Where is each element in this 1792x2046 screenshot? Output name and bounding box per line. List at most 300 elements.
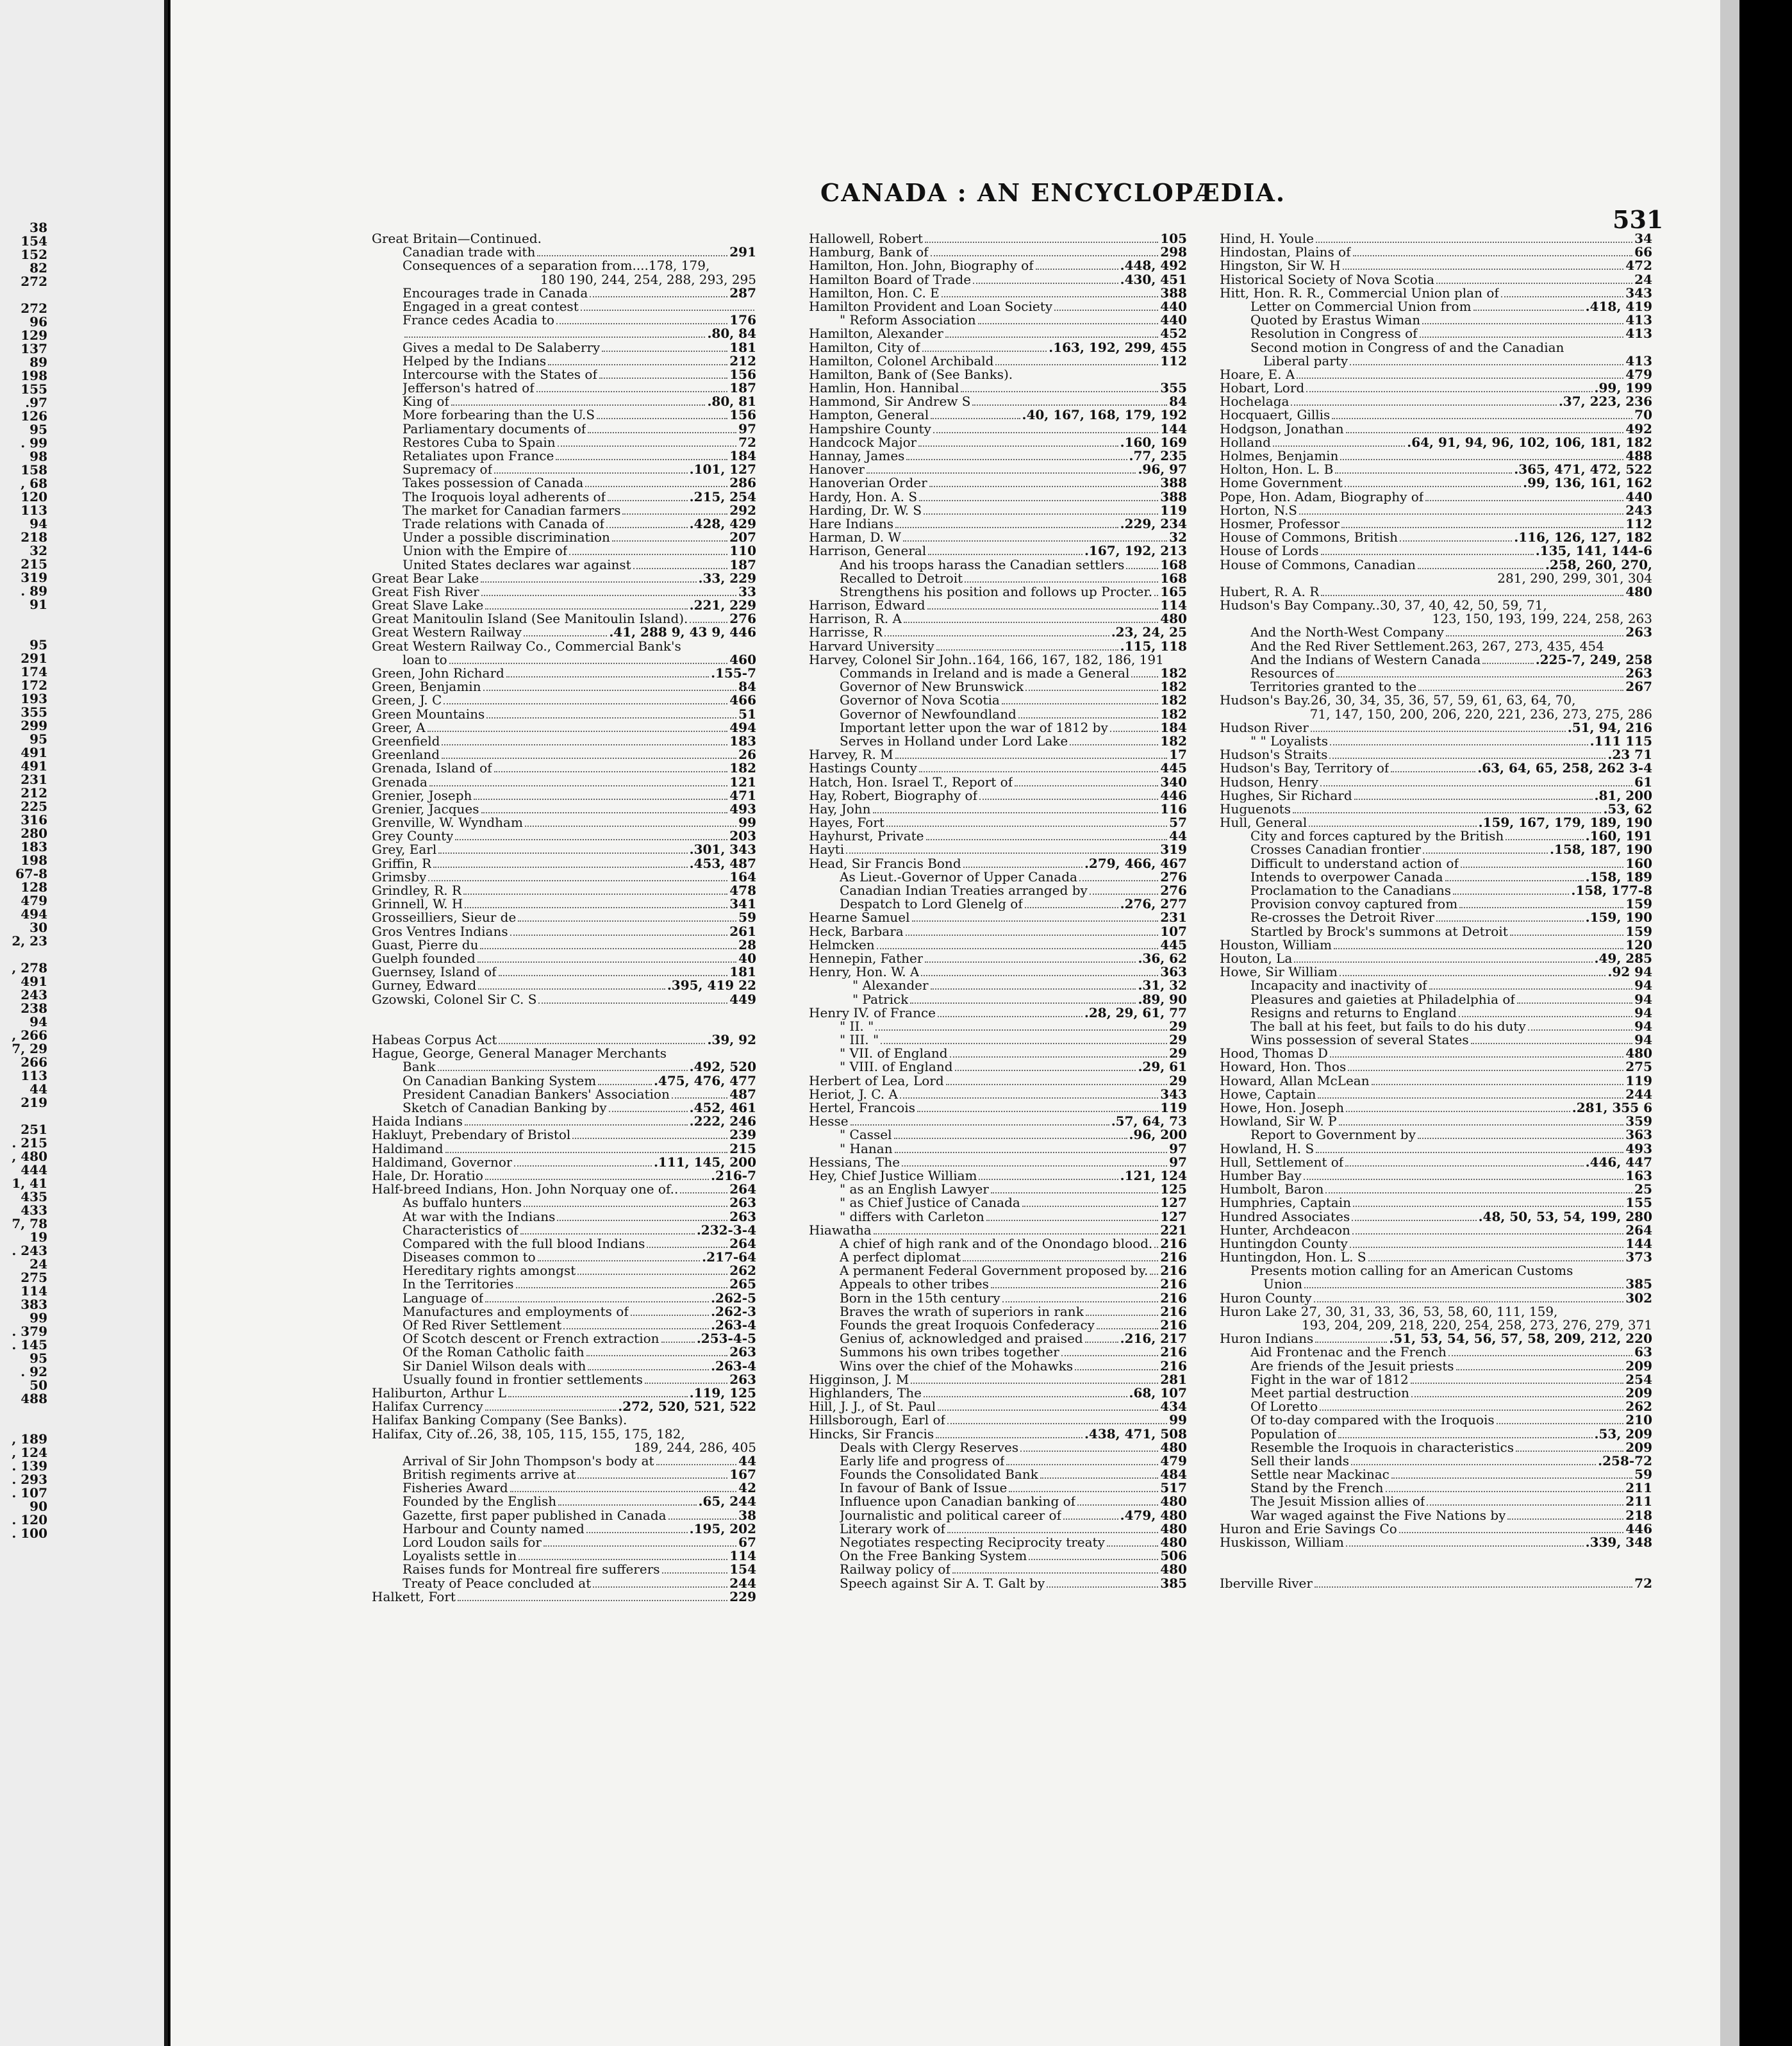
leader-dots (556, 450, 727, 460)
index-entry (372, 1183, 756, 1196)
index-entry (1220, 925, 1652, 938)
entry-text: Greenfield (372, 734, 440, 749)
margin-number: 212 (21, 785, 47, 801)
entry-text: And his troops harass the Canadian settlers (840, 558, 1125, 572)
index-entry (1220, 653, 1652, 667)
margin-number: 198 (21, 852, 47, 868)
entry-text: Houton, La (1220, 951, 1293, 966)
page-refs: .53, 62 (1603, 802, 1652, 817)
leader-dots (925, 952, 1136, 963)
page-refs: 480 (1160, 1495, 1187, 1509)
leader-dots (514, 1156, 651, 1167)
page-refs: 480 (1160, 1522, 1187, 1536)
index-entry (809, 1101, 1187, 1115)
entry-text: A perfect diplomat (840, 1251, 961, 1265)
entry-text: Are friends of the Jesuit priests (1250, 1359, 1454, 1373)
entry-text: Gurney, Edward (372, 979, 477, 993)
leader-dots (518, 911, 736, 922)
index-entry (1220, 708, 1652, 721)
page-refs: 72 (1634, 1576, 1652, 1590)
entry-text: Halifax, City of..26, 38, 105, 115, 155, 175, 182, (372, 1427, 685, 1441)
previous-page-edge (0, 0, 168, 2046)
leader-dots (922, 342, 1047, 352)
leader-dots (1294, 952, 1592, 963)
margin-number: 251 (21, 1122, 47, 1137)
entry-text: Fight in the war of 1812 (1250, 1372, 1409, 1386)
leader-dots (572, 1129, 727, 1139)
page-refs: .68, 107 (1129, 1386, 1187, 1401)
margin-number: 243 (21, 987, 47, 1002)
page-refs: 494 (729, 720, 756, 735)
entry-text: 71, 147, 150, 200, 206, 220, 221, 236, 273, 275, 286 (1309, 707, 1652, 721)
margin-number: 266 (21, 1054, 47, 1070)
entry-text: House of Commons, Canadian (1220, 558, 1416, 572)
page-refs: .80, 81 (707, 395, 756, 409)
entry-text: Second motion in Congress of and the Canadian (1250, 340, 1564, 354)
entry-text: Hood, Thomas D (1220, 1047, 1328, 1061)
index-entry (372, 449, 756, 463)
entry-text: War waged against the Five Nations by (1250, 1508, 1506, 1522)
entry-text: Halifax Currency (372, 1400, 483, 1414)
margin-number: 316 (21, 812, 47, 828)
entry-text: Supremacy of (402, 463, 492, 477)
leader-dots (979, 1170, 1118, 1180)
leader-dots (442, 735, 727, 745)
index-entry (809, 979, 1187, 992)
leader-dots (884, 626, 1109, 636)
leader-dots (1422, 314, 1623, 324)
entry-text: Re-crosses the Detroit River (1250, 911, 1435, 925)
page-refs: 159 (1625, 897, 1652, 911)
entry-text: Hoare, E. A (1220, 367, 1295, 382)
entry-text: Harman, D. W (809, 531, 902, 545)
page-refs: 99 (1169, 1413, 1187, 1427)
leader-dots (912, 911, 1159, 922)
page-refs: .229, 234 (1120, 517, 1187, 531)
page-refs: 203 (729, 829, 756, 844)
leader-dots (588, 423, 736, 433)
leader-dots (680, 1183, 727, 1194)
leader-dots (606, 518, 688, 528)
page-refs: 209 (1625, 1386, 1652, 1401)
leader-dots (910, 994, 1136, 1004)
index-entry (1220, 1264, 1652, 1277)
entry-text: Hull, General (1220, 816, 1307, 830)
leader-dots (524, 626, 607, 636)
leader-dots (427, 722, 728, 732)
index-entry (372, 1373, 756, 1386)
index-entry (809, 1006, 1187, 1020)
leader-dots (499, 1034, 705, 1044)
index-entry (372, 245, 756, 259)
entry-text: Deals with Clergy Reserves (840, 1440, 1019, 1454)
page-refs: .116, 126, 127, 182 (1514, 531, 1652, 545)
margin-number: 91 (29, 597, 47, 612)
previous-page-numbers (0, 221, 47, 1540)
entry-text: At war with the Indians (402, 1210, 556, 1224)
index-entry (372, 938, 756, 952)
entry-text: Hughes, Sir Richard (1220, 788, 1352, 803)
index-entry (1220, 1454, 1652, 1468)
leader-dots (1025, 898, 1118, 908)
leader-dots (609, 1102, 688, 1112)
index-entry (809, 287, 1187, 300)
page-refs: .446, 447 (1585, 1155, 1652, 1169)
index-entry (1220, 327, 1652, 340)
page-refs: 156 (729, 408, 756, 422)
index-entry (372, 381, 756, 395)
index-entry (809, 993, 1187, 1006)
entry-text: Engaged in a great contest (402, 299, 579, 314)
index-entry (1220, 829, 1652, 843)
index-entry (809, 1047, 1187, 1060)
index-entry (372, 1115, 756, 1128)
page-refs: 182 (1160, 707, 1187, 721)
leader-dots (1341, 518, 1623, 528)
leader-dots (1350, 355, 1623, 365)
leader-dots (428, 871, 727, 881)
leader-dots (1339, 1115, 1624, 1126)
page-refs: .428, 429 (689, 517, 756, 531)
leader-dots (465, 898, 727, 908)
leader-dots (895, 1143, 1168, 1153)
index-entry (809, 952, 1187, 965)
entry-text: Howard, Allan McLean (1220, 1074, 1370, 1088)
page-refs: .77, 235 (1129, 449, 1187, 463)
index-entry (372, 1305, 756, 1318)
entry-text: Grenada, Island of (372, 761, 492, 776)
index-entry (1220, 816, 1652, 829)
page-refs: 340 (1160, 775, 1187, 789)
entry-text: Holmes, Benjamin (1220, 449, 1339, 463)
entry-text: House of Lords (1220, 544, 1319, 558)
index-entry (372, 1549, 756, 1563)
leader-dots (917, 1102, 1158, 1112)
entry-text: Howland, H. S (1220, 1142, 1315, 1156)
leader-dots (1436, 274, 1632, 284)
entry-text: Huskisson, William (1220, 1536, 1344, 1550)
index-entry (809, 761, 1187, 775)
index-entry (809, 232, 1187, 245)
index-entry (372, 870, 756, 884)
entry-text: And the Red River Settlement.263, 267, 273, 435, 454 (1250, 639, 1604, 653)
index-entry (809, 1386, 1187, 1400)
leader-dots (483, 681, 737, 691)
index-entry (372, 490, 756, 504)
index-entry (372, 1495, 756, 1508)
margin-number: 172 (21, 678, 47, 693)
index-entry (372, 1292, 756, 1305)
leader-dots (973, 274, 1118, 284)
leader-dots (895, 749, 1167, 759)
entry-text: Hull, Settlement of (1220, 1155, 1344, 1169)
index-entry (1220, 626, 1652, 639)
leader-dots (445, 1143, 728, 1153)
leader-dots (481, 803, 728, 813)
page-refs: 231 (1160, 911, 1187, 925)
entry-text: Genius of, acknowledged and praised (840, 1332, 1083, 1346)
margin-number: 95 (29, 637, 47, 653)
page-refs: 244 (1625, 1087, 1652, 1101)
index-entry (1220, 544, 1652, 558)
entry-text: France cedes Acadia to (402, 313, 555, 328)
leader-dots (1510, 926, 1624, 936)
leader-dots (1036, 260, 1118, 270)
entry-text: Founds the great Iroquois Confederacy (840, 1318, 1095, 1333)
leader-dots (449, 654, 728, 664)
entry-text: Home Government (1220, 476, 1343, 490)
index-entry (372, 599, 756, 612)
leader-dots (519, 1550, 727, 1560)
page-refs: .263-4 (711, 1359, 756, 1373)
index-entry (809, 1577, 1187, 1590)
leader-dots (548, 355, 727, 365)
entry-text: Grey, Earl (372, 843, 437, 857)
entry-text: Hamilton, Alexander (809, 327, 943, 341)
leader-dots (558, 1495, 696, 1506)
entry-text: Hayes, Fort (809, 816, 884, 830)
leader-dots (979, 790, 1158, 800)
page-refs: .96, 97 (1138, 463, 1187, 477)
margin-number: 19 (29, 1229, 47, 1245)
entry-text: And the North-West Company (1250, 626, 1444, 640)
entry-text: Howard, Hon. Thos (1220, 1060, 1347, 1074)
index-entry (372, 585, 756, 599)
page-refs: 154 (729, 1563, 756, 1577)
margin-number: 126 (21, 408, 47, 424)
page-refs: 67 (738, 1536, 756, 1550)
index-entry (809, 897, 1187, 911)
entry-text: Herbert of Lea, Lord (809, 1074, 944, 1088)
entry-text: A chief of high rank and of the Onondago blood. (840, 1236, 1153, 1251)
entry-text: Manufactures and employments of (402, 1304, 629, 1318)
entry-text: Howland, Sir W. P (1220, 1115, 1337, 1129)
margin-number: 174 (21, 664, 47, 679)
index-entry (1220, 1183, 1652, 1196)
leader-dots (499, 966, 728, 976)
entry-text: Consequences of a separation from....178, 179, (402, 259, 710, 273)
leader-dots (1154, 1238, 1158, 1248)
page-refs: .36, 62 (1138, 951, 1187, 966)
page-refs: .225-7, 249, 258 (1535, 653, 1652, 667)
leader-dots (1448, 1346, 1632, 1356)
entry-text: Language of (402, 1291, 484, 1305)
page-refs: 176 (729, 313, 756, 328)
entry-text: Appeals to other tribes (840, 1277, 989, 1292)
page-refs: 40 (738, 951, 756, 966)
page-refs: 61 (1634, 775, 1652, 789)
index-entry (1220, 1441, 1652, 1454)
page-number: 531 (1613, 205, 1664, 234)
page-refs: 460 (729, 653, 756, 667)
entry-text: Resigns and returns to England (1250, 1006, 1457, 1020)
leader-dots (1299, 504, 1623, 515)
page-refs: 167 (729, 1468, 756, 1482)
index-entry (372, 761, 756, 775)
entry-text: Gros Ventres Indians (372, 924, 508, 938)
index-entry (372, 911, 756, 924)
leader-dots (1400, 531, 1512, 542)
leader-dots (510, 926, 728, 936)
leader-dots (1411, 1387, 1623, 1397)
index-entry (372, 667, 756, 680)
entry-text: Fisheries Award (402, 1481, 508, 1495)
index-entry (1220, 287, 1652, 300)
index-entry (809, 1169, 1187, 1183)
index-entry (809, 680, 1187, 694)
entry-text: Green, J. C (372, 694, 442, 708)
leader-dots (1517, 994, 1632, 1004)
index-entry (372, 1318, 756, 1332)
page-refs: 182 (729, 761, 756, 776)
entry-text: Henry IV. of France (809, 1006, 936, 1020)
index-entry (372, 1563, 756, 1576)
page-refs: 42 (738, 1481, 756, 1495)
index-entry (372, 558, 756, 572)
entry-text: 123, 150, 193, 199, 224, 258, 263 (1432, 612, 1652, 626)
leader-dots (525, 817, 736, 827)
page-refs: .365, 471, 472, 522 (1514, 463, 1652, 477)
index-entry (372, 273, 756, 287)
entry-text: Hanover (809, 463, 865, 477)
leader-dots (1418, 681, 1623, 691)
margin-number: 44 (29, 1081, 47, 1097)
page-refs: 33 (738, 585, 756, 599)
page-refs: 182 (1160, 694, 1187, 708)
page-refs: 276 (729, 612, 756, 626)
entry-text: Howe, Hon. Joseph (1220, 1101, 1345, 1115)
page-refs: 59 (1634, 1468, 1652, 1482)
page-refs: 164 (729, 870, 756, 884)
index-entry (372, 1088, 756, 1101)
index-entry (372, 1509, 756, 1522)
entry-text: Great Western Railway (372, 626, 522, 640)
entry-text: Hamilton, City of (809, 340, 920, 354)
page-refs: 97 (1169, 1155, 1187, 1169)
index-entry (809, 1332, 1187, 1345)
margin-number: 96 (29, 314, 47, 329)
page-refs: 72 (738, 435, 756, 449)
page-refs: .215, 254 (689, 490, 756, 504)
index-entry (1220, 449, 1652, 463)
index-entry (372, 1481, 756, 1495)
margin-number: 272 (21, 274, 47, 289)
index-entry (372, 653, 756, 667)
index-entry (1220, 585, 1652, 599)
page-refs: 440 (1625, 490, 1652, 504)
margin-number: , 189 (12, 1431, 47, 1447)
entry-text: Hudson, Henry (1220, 775, 1319, 789)
entry-text: Hatch, Hon. Israel T., Report of (809, 775, 1013, 789)
index-entry (1220, 395, 1652, 408)
page-refs: .395, 419 22 (667, 979, 756, 993)
leader-dots (1015, 776, 1158, 786)
leader-dots (647, 1238, 727, 1248)
page-refs: 355 (1160, 381, 1187, 395)
leader-dots (1368, 1251, 1624, 1261)
index-entry (809, 504, 1187, 517)
entry-text: Holton, Hon. L. B (1220, 463, 1334, 477)
leader-dots (1154, 586, 1158, 596)
page-refs: 59 (738, 911, 756, 925)
leader-dots (995, 355, 1158, 365)
leader-dots (494, 463, 688, 474)
entry-text: Huntingdon, Hon. L. S (1220, 1251, 1366, 1265)
entry-text: Hamilton, Hon. C. E (809, 286, 940, 300)
page-refs: 276 (1160, 870, 1187, 884)
entry-text: Resolution in Congress of (1250, 327, 1418, 341)
entry-text: Early life and progress of (840, 1454, 1005, 1468)
leader-dots (465, 1115, 688, 1126)
page-refs: 517 (1160, 1481, 1187, 1495)
entry-text: Hague, George, General Manager Merchants (372, 1047, 667, 1061)
page-refs: 84 (738, 680, 756, 694)
entry-text: Hunter, Archdeacon (1220, 1223, 1350, 1237)
leader-dots (1353, 246, 1633, 256)
entry-text: Guast, Pierre du (372, 938, 479, 952)
page-refs: 263 (1625, 626, 1652, 640)
leader-dots (972, 395, 1167, 406)
index-entry (372, 993, 756, 1006)
index-entry (809, 1441, 1187, 1454)
entry-text: The market for Canadian farmers (402, 503, 621, 517)
leader-dots (608, 491, 688, 501)
page-refs: 292 (729, 503, 756, 517)
index-entry (809, 531, 1187, 544)
entry-text: Parliamentary documents of (402, 422, 586, 436)
entry-text: Houston, William (1220, 938, 1332, 952)
entry-text: Haida Indians (372, 1115, 463, 1129)
margin-number (0, 625, 47, 638)
margin-number: 2, 23 (12, 933, 47, 949)
page-refs: 472 (1625, 259, 1652, 273)
index-entry (372, 354, 756, 368)
index-entry (372, 721, 756, 735)
page-refs: 156 (729, 367, 756, 382)
index-entry (372, 1427, 756, 1441)
index-entry (1220, 463, 1652, 476)
entry-text: " VIII. of England (840, 1060, 953, 1074)
margin-number: , 480 (12, 1149, 47, 1164)
index-entry (809, 259, 1187, 272)
leader-dots (1316, 233, 1632, 243)
index-entry (1220, 259, 1652, 272)
page-refs: .63, 64, 65, 258, 262 3-4 (1477, 761, 1652, 776)
page-refs: 44 (1169, 829, 1187, 844)
leader-dots (1075, 1360, 1158, 1370)
page-refs: 388 (1160, 490, 1187, 504)
index-entry (809, 816, 1187, 829)
entry-text: Iberville River (1220, 1576, 1313, 1590)
index-entry (372, 517, 756, 531)
index-entry (1220, 1251, 1652, 1264)
index-entry (1220, 884, 1652, 897)
leader-dots (1345, 477, 1521, 487)
index-entry (809, 1210, 1187, 1224)
leader-dots (1473, 301, 1584, 311)
page-refs: 385 (1625, 1277, 1652, 1292)
page-refs: 97 (1169, 1142, 1187, 1156)
entry-text: Hastings County (809, 761, 917, 776)
leader-dots (1291, 395, 1556, 406)
margin-number: 272 (21, 301, 47, 316)
index-entry (809, 694, 1187, 707)
leader-dots (1131, 667, 1158, 678)
margin-number: . 293 (12, 1472, 47, 1487)
entry-text: Hodgson, Jonathan (1220, 422, 1344, 436)
index-entry (372, 476, 756, 490)
margin-number: 113 (21, 1068, 47, 1083)
